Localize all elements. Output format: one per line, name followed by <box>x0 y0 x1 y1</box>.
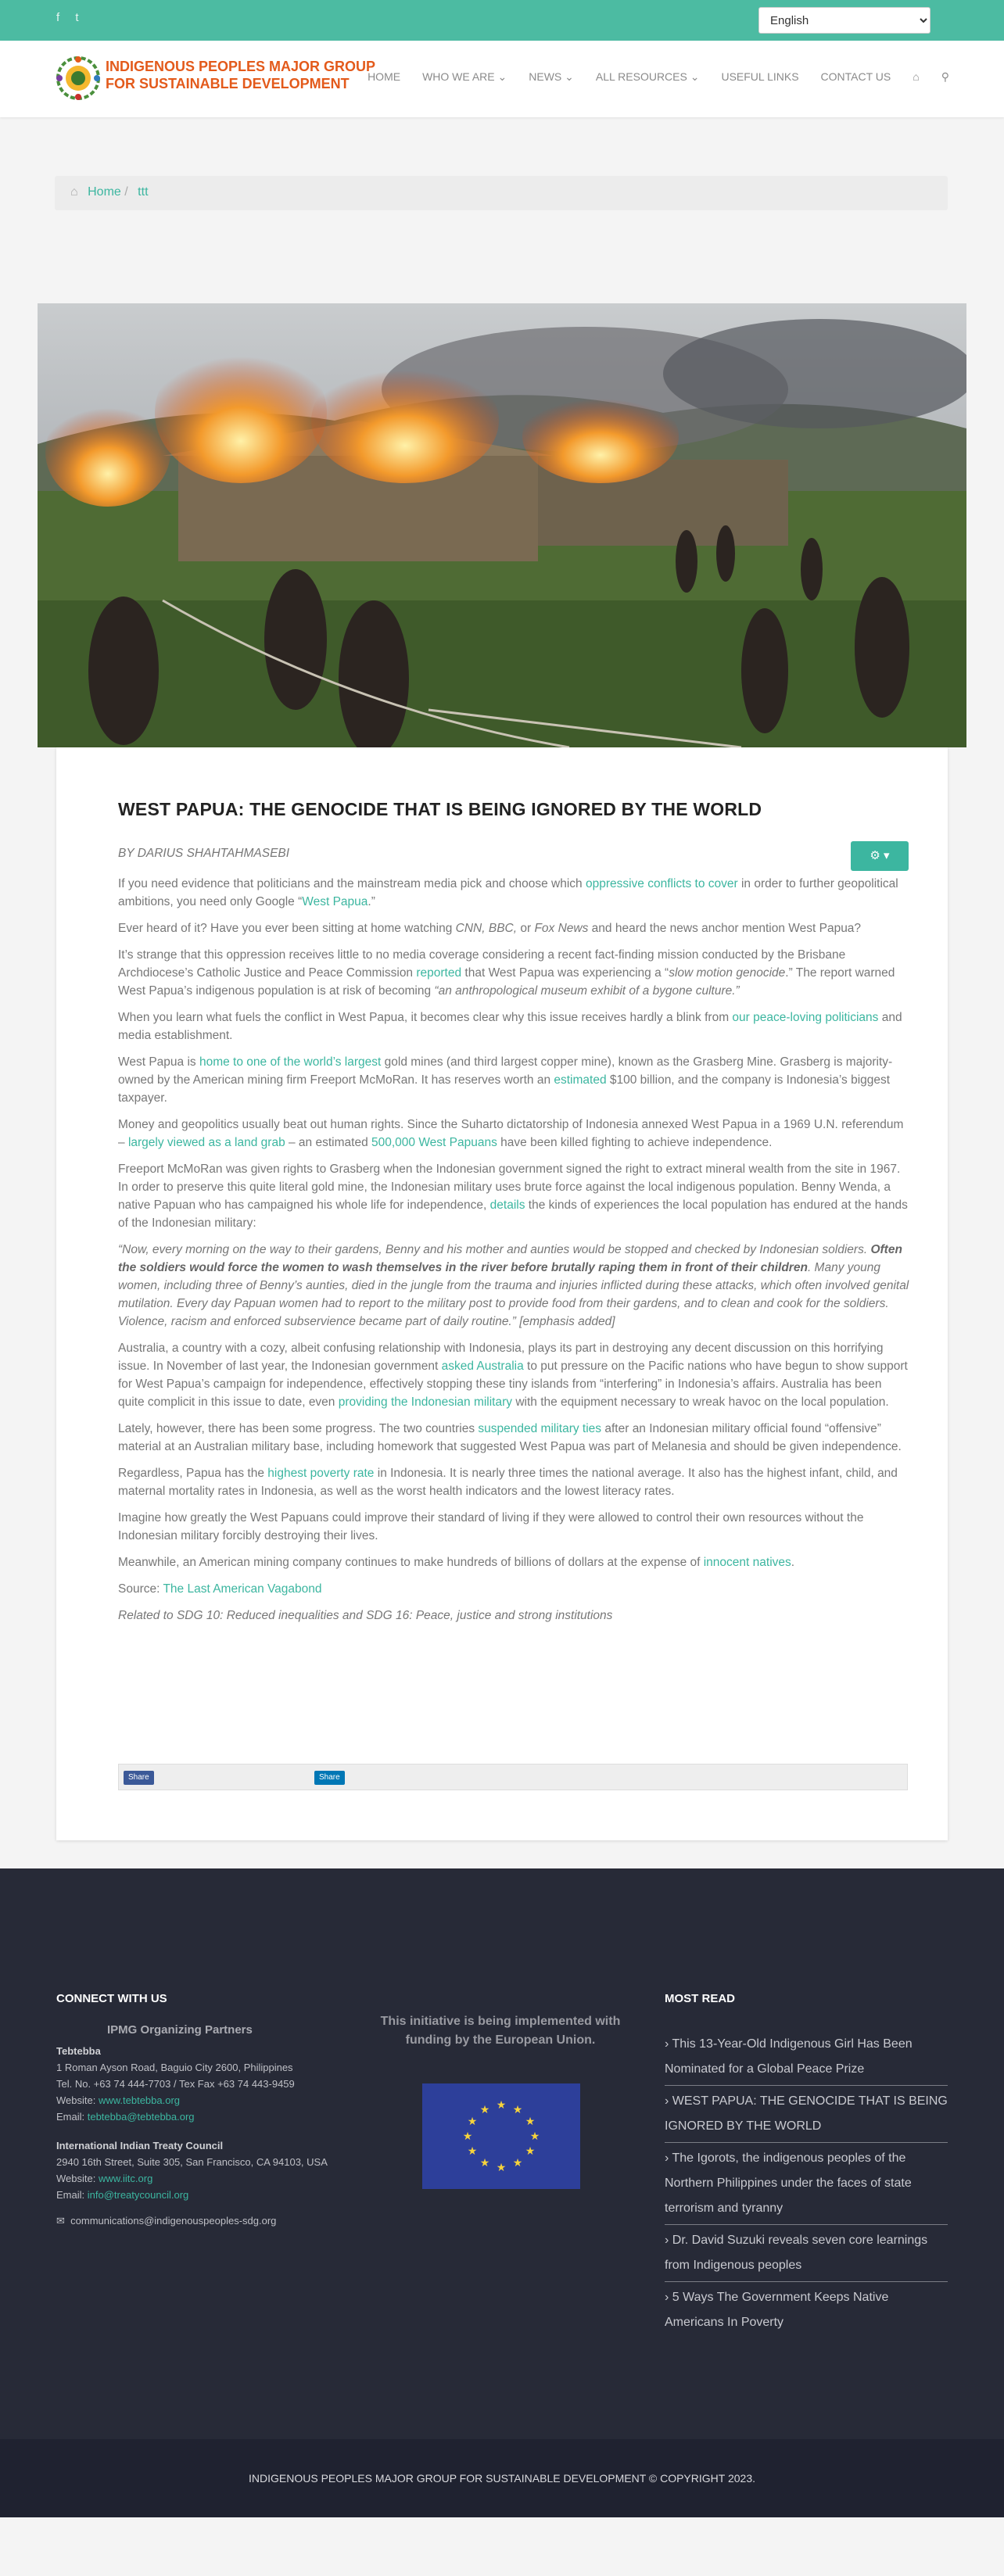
paragraph <box>118 946 909 1000</box>
paragraph <box>118 1464 909 1500</box>
paragraph: Imagine how greatly the West Papuans could improve their standard of living if they were allowed to control their own resources without the Indonesian military forcibly destroying their lives. <box>118 1511 864 1542</box>
text: $100 billion, and the company is Indonesia’s biggest taxpayer. <box>118 1073 891 1105</box>
connect-column <box>56 2022 369 2229</box>
breadcrumb-current[interactable]: ttt <box>138 185 149 199</box>
article-card <box>56 747 948 1840</box>
spacer <box>56 2125 369 2137</box>
org-address: 2940 16th Street, Suite 305, San Francisco, CA 94103, USA <box>56 2156 328 2168</box>
link-oppressive-conflicts[interactable]: oppressive conflicts to cover <box>585 877 738 890</box>
text: have been killed fighting to achieve independence. <box>497 1136 773 1149</box>
text: It’s strange that this oppression receives little to no media coverage considering a recent fact-finding mission conducted by the Brisbane Archdiocese’s Catholic Justice and Peace Commission <box>118 948 846 980</box>
site-title-line1: INDIGENOUS PEOPLES MAJOR GROUP <box>106 59 376 74</box>
text: communications@indigenouspeoples-sdg.org <box>70 2215 277 2227</box>
text: Australia, a country with a cozy, albeit confusing relationship with Indonesia, plays its part in destroying any decent discussion on this horrifying issue. In November of last year, the Indonesian government <box>118 1342 884 1373</box>
text: Lately, however, there has been some progress. The two countries <box>118 1422 479 1435</box>
caret-down-icon: ▾ <box>884 849 890 862</box>
contact-email[interactable] <box>56 2212 369 2229</box>
text: Source: <box>118 1582 163 1596</box>
chevron-down-icon: ⌄ <box>690 70 700 83</box>
svg-text:★: ★ <box>479 2157 490 2169</box>
link-military-ties[interactable]: suspended military ties <box>478 1422 602 1435</box>
org-website <box>56 2170 369 2187</box>
link-tebtebba-email[interactable]: tebtebba@tebtebba.org <box>87 2111 195 2123</box>
text: in order to further geopolitical ambitions, you need only Google “ <box>118 877 898 908</box>
paragraph <box>118 875 909 911</box>
chevron-right-icon: › <box>665 2094 669 2108</box>
svg-text:★: ★ <box>467 2116 478 2128</box>
text: Website: <box>56 2173 99 2184</box>
paragraph <box>118 1160 909 1232</box>
text: 5 Ways The Government Keeps Native Americans In Poverty <box>665 2291 889 2329</box>
chevron-right-icon: › <box>665 2151 669 2165</box>
eu-flag <box>422 2083 580 2189</box>
link-land-grab[interactable]: largely viewed as a land grab <box>127 1136 285 1149</box>
org-address: 1 Roman Ayson Road, Baguio City 2600, Philippines <box>56 2062 293 2073</box>
org-email <box>56 2108 369 2125</box>
site-logo[interactable] <box>55 55 102 102</box>
link-indonesian-military[interactable]: providing the Indonesian military <box>338 1395 513 1409</box>
text: the kinds of experiences the local population has endured at the hands of the Indonesian military: <box>118 1198 908 1230</box>
home-icon[interactable]: ⌂ <box>70 185 78 199</box>
blockquote <box>118 1241 909 1331</box>
page-bottom <box>0 2517 1004 2576</box>
most-read-list <box>665 2029 948 2338</box>
chevron-right-icon: › <box>665 2234 669 2247</box>
text: . Many young women, including three of Benny’s aunties, died in the jungle from the trauma and injuries inflicted during these attacks, which often involved genital mutilation. Every day Papuan women had to report to the military post to provide food from their gardens, and to clean and cook for the soldiers. Violence, racism and enforced subservience became part of daily routine.” [emphasis added] <box>118 1261 909 1328</box>
text: Regardless, Papua has the <box>118 1467 268 1480</box>
chevron-right-icon: › <box>665 2037 669 2051</box>
text: If you need evidence that politicians and the mainstream media pick and choose which <box>118 877 586 890</box>
link-estimated[interactable]: estimated <box>554 1073 607 1087</box>
chevron-down-icon: ⌄ <box>565 70 574 83</box>
link-source[interactable]: The Last American Vagabond <box>163 1582 322 1596</box>
breadcrumb-separator: / <box>124 185 128 199</box>
connect-title: CONNECT WITH US <box>56 1992 167 2005</box>
link-asked-australia[interactable]: asked Australia <box>441 1360 524 1373</box>
text: in Indonesia. It is nearly three times the national average. It also has the highest infant, child, and maternal mortality rates in Indonesia, as well as the worst health indicators and the lowest literacy rates. <box>118 1467 898 1498</box>
text: slow motion genocide <box>669 966 786 980</box>
language-select[interactable] <box>758 7 930 34</box>
text: Money and geopolitics usually beat out human rights. Since the Suharto dictatorship of Indonesia annexed West Papua in a 1969 U.N. referendum – <box>118 1118 904 1149</box>
text: Website: <box>56 2094 99 2106</box>
text: This 13-Year-Old Indigenous Girl Has Been Nominated for a Global Peace Prize <box>665 2037 913 2076</box>
svg-text:★: ★ <box>496 2099 507 2112</box>
article-body <box>118 844 909 1633</box>
text: Fox News <box>534 922 589 935</box>
text: and heard the news anchor mention West Papua? <box>588 922 862 935</box>
nav-who-we-are[interactable] <box>422 70 507 84</box>
link-west-papuans[interactable]: 500,000 West Papuans <box>371 1136 497 1149</box>
paragraph <box>118 919 909 937</box>
text: Freeport McMoRan was given rights to Grasberg when the Indonesian government signed the right to extract mineral wealth from the site in 1967. In order to preserve this quite literal gold mine, the Indonesian military uses brute force against the local indigenous population. Benny Wenda, a native Papuan who has campaigned his whole life for independence, <box>118 1163 901 1212</box>
nav-contact-us[interactable]: CONTACT US <box>820 70 891 83</box>
svg-text:★: ★ <box>529 2130 540 2143</box>
most-read-item[interactable] <box>665 2143 948 2225</box>
org-tel: Tel. No. +63 74 444-7703 / Tex Fax +63 74 443-9459 <box>56 2078 295 2090</box>
text: CNN, BBC, <box>455 922 518 935</box>
text: “an anthropological museum exhibit of a bygone culture.” <box>434 984 740 998</box>
related-sdg: Related to SDG 10: Reduced inequalities and SDG 16: Peace, justice and strong institutions <box>118 1609 613 1622</box>
paragraph <box>118 1553 909 1571</box>
link-peace-loving-politicians[interactable]: our peace-loving politicians <box>732 1011 879 1024</box>
svg-text:★: ★ <box>496 2162 507 2174</box>
nav-all-resources-label: ALL RESOURCES <box>595 70 687 83</box>
site-header <box>0 41 1004 117</box>
nav-home[interactable]: HOME <box>368 70 401 83</box>
twitter-icon[interactable]: t <box>75 11 79 24</box>
linkedin-share-button[interactable]: Share <box>314 1771 345 1785</box>
text: “Now, every morning on the way to their gardens, Benny and his mother and aunties would be stopped and checked by Indonesian soldiers. <box>118 1243 871 1256</box>
paragraph <box>118 1009 909 1044</box>
copyright-bar: INDIGENOUS PEOPLES MAJOR GROUP FOR SUSTAINABLE DEVELOPMENT © COPYRIGHT 2023. <box>0 2439 1004 2517</box>
envelope-icon: ✉ <box>56 2215 65 2227</box>
facebook-icon[interactable]: f <box>56 11 60 24</box>
svg-text:★: ★ <box>512 2104 523 2116</box>
text: .” The report warned West Papua’s indigenous population is at risk of becoming <box>118 966 895 998</box>
social-icons <box>56 11 91 24</box>
nav-useful-links[interactable]: USEFUL LINKS <box>721 70 799 83</box>
svg-text:★: ★ <box>479 2104 490 2116</box>
partners-title: IPMG Organizing Partners <box>107 2023 253 2037</box>
org-website <box>56 2092 369 2108</box>
facebook-share-button[interactable]: Share <box>124 1771 154 1785</box>
nav-news[interactable] <box>529 70 574 84</box>
paragraph <box>118 1339 909 1411</box>
text: Often the soldiers would force the women to wash themselves in the river before brutally raping them in front of their children <box>118 1243 902 1274</box>
text: The Igorots, the indigenous peoples of the Northern Philippines under the faces of state terrorism and tyranny <box>665 2151 912 2215</box>
text: to put pressure on the Pacific nations who have begun to show support for West Papua’s campaign for independence, effectively stopping these tiny islands from “interfering” in Indonesia’s affairs. Australia has been quite complicit in this issue to date, even <box>118 1360 908 1409</box>
link-poverty-rate[interactable]: highest poverty rate <box>267 1467 375 1480</box>
text: with the equipment necessary to wreak havoc on the local population. <box>512 1395 889 1409</box>
svg-text:★: ★ <box>525 2116 536 2128</box>
org-email <box>56 2187 369 2203</box>
chevron-down-icon: ⌄ <box>497 70 507 83</box>
link-innocent-natives[interactable]: innocent natives <box>703 1556 791 1569</box>
link-west-papua[interactable]: West Papua <box>302 895 368 908</box>
org-name: International Indian Treaty Council <box>56 2140 224 2151</box>
link-largest-mines[interactable]: home to one of the world’s largest <box>199 1055 382 1069</box>
most-read-item[interactable] <box>665 2029 948 2086</box>
gear-icon: ⚙ <box>870 849 880 862</box>
search-icon[interactable]: ⚲ <box>941 70 949 83</box>
nav-who-we-are-label: WHO WE ARE <box>422 70 495 83</box>
org-name: Tebtebba <box>56 2045 101 2057</box>
most-read-item[interactable] <box>665 2086 948 2143</box>
user-icon[interactable]: ⌂ <box>913 70 920 83</box>
most-read-title: MOST READ <box>665 1992 735 2005</box>
text: or <box>517 922 535 935</box>
text: Email: <box>56 2189 88 2201</box>
hero-image <box>38 303 966 747</box>
text: after an Indonesian military official found “offensive” material at an Australian military base, including homework that suggested West Papua was part of Melanesia and should be given independence. <box>118 1422 902 1453</box>
nav-all-resources[interactable] <box>596 70 700 84</box>
chevron-right-icon: › <box>665 2291 669 2304</box>
text: that West Papua was experiencing a “ <box>461 966 669 980</box>
text: West Papua is <box>118 1055 199 1069</box>
text: Meanwhile, an American mining company continues to make hundreds of billions of dollars at the expense of <box>118 1556 704 1569</box>
text: Email: <box>56 2111 88 2123</box>
main-nav <box>368 70 949 84</box>
paragraph <box>118 1116 909 1152</box>
paragraph <box>118 1053 909 1107</box>
link-iitc-site[interactable]: www.iitc.org <box>98 2173 153 2184</box>
text: gold mines (and third largest copper mine), known as the Grasberg Mine. Grasberg is majority-owned by the American mining firm Freeport McMoRan. It has reserves worth an <box>118 1055 893 1087</box>
eu-funding-text: This initiative is being implemented with funding by the European Union. <box>380 2015 621 2047</box>
link-tebtebba-site[interactable]: www.tebtebba.org <box>98 2094 181 2106</box>
text: Dr. David Suzuki reveals seven core learnings from Indigenous peoples <box>665 2234 928 2272</box>
article-title: WEST PAPUA: THE GENOCIDE THAT IS BEING IGNORED BY THE WORLD <box>118 799 762 819</box>
link-reported[interactable]: reported <box>416 966 462 980</box>
svg-text:★: ★ <box>525 2145 536 2158</box>
site-title[interactable] <box>106 58 375 92</box>
text: – an estimated <box>285 1136 371 1149</box>
svg-text:★: ★ <box>512 2157 523 2169</box>
link-iitc-email[interactable]: info@treatycouncil.org <box>87 2189 189 2201</box>
most-read-item[interactable] <box>665 2282 948 2338</box>
text: WEST PAPUA: THE GENOCIDE THAT IS BEING IGNORED BY THE WORLD <box>665 2094 948 2133</box>
share-bar <box>118 1764 908 1790</box>
source <box>118 1580 909 1598</box>
most-read-item[interactable] <box>665 2225 948 2282</box>
text: and media establishment. <box>118 1011 902 1042</box>
text: . <box>791 1556 795 1569</box>
breadcrumb <box>55 176 948 210</box>
text: Ever heard of it? Have you ever been sitting at home watching <box>118 922 456 935</box>
svg-text:★: ★ <box>467 2145 478 2158</box>
link-details[interactable]: details <box>489 1198 525 1212</box>
text: .” <box>368 895 375 908</box>
text: When you learn what fuels the conflict in West Papua, it becomes clear why this issue receives hardly a blink from <box>118 1011 733 1024</box>
nav-news-label: NEWS <box>529 70 562 83</box>
article-byline: BY DARIUS SHAHTAHMASEBI <box>118 847 290 860</box>
svg-text:★: ★ <box>462 2130 473 2143</box>
breadcrumb-home[interactable]: Home <box>88 185 121 199</box>
paragraph <box>118 1420 909 1456</box>
top-bar <box>0 0 1004 41</box>
site-title-line2: FOR SUSTAINABLE DEVELOPMENT <box>106 76 350 91</box>
